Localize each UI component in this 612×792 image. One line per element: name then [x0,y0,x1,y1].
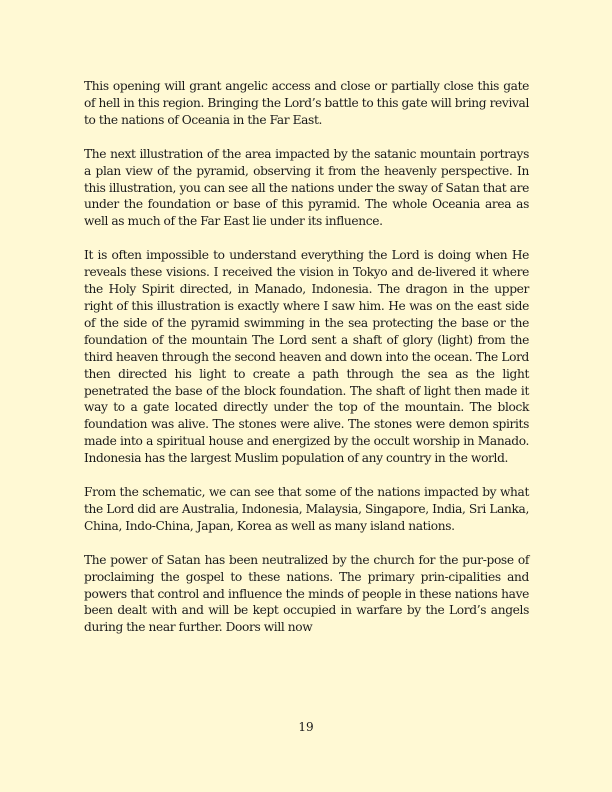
page-body [84,78,529,653]
paragraph-vision-manado: It is often impossible to understand everything the Lord is doing when He reveals these visions. I received the vision in Tokyo and de-livered it where the Holy Spirit directed, in Manado, Indonesia. The dragon in the upper right of this illustration is exactly where I saw him. He was on the east side of the side of the pyramid swimming in the sea protecting the base or the foundation of the mountain The Lord sent a shaft of glory (light) from the third heaven through the second heaven and down into the ocean. The Lord then directed his light to create a path through the sea as the light penetrated the base of the block foundation. The shaft of light then made it way to a gate located directly under the top of the mountain. The block foundation was alive. The stones were alive. The stones were demon spirits made into a spiritual house and energized by the occult worship in Manado. Indonesia has the largest Muslim population of any country in the world. [84,248,529,466]
paragraph-illustration-plan-view: The next illustration of the area impacted by the satanic mountain portrays a plan view of the pyramid, observing it from the heavenly perspective. In this illustration, you can see all the nations under the sway of Satan that are under the foundation or base of this pyramid. The whole Oceania area as well as much of the Far East lie under its influence. [84,146,529,229]
paragraph-nations-impacted: From the schematic, we can see that some of the nations impacted by what the Lord did are Australia, Indonesia, Malaysia, Singapore, India, Sri Lanka, China, Indo-China, Japan, Korea as well as many island nations. [84,485,529,533]
paragraph-power-neutralized: The power of Satan has been neutralized by the church for the pur-pose of proclaiming the gospel to these nations. The primary prin-cipalities and powers that control and influence the minds of people in these nations have been dealt with and will be kept occupied in warfare by the Lord’s angels during the near further. Doors will now [84,552,529,635]
paragraph-gate-of-hell: This opening will grant angelic access and close or partially close this gate of hell in this region. Bringing the Lord’s battle to this gate will bring revival to the nations of Oceania in the Far East. [84,79,529,127]
page-number: 19 [298,720,314,734]
